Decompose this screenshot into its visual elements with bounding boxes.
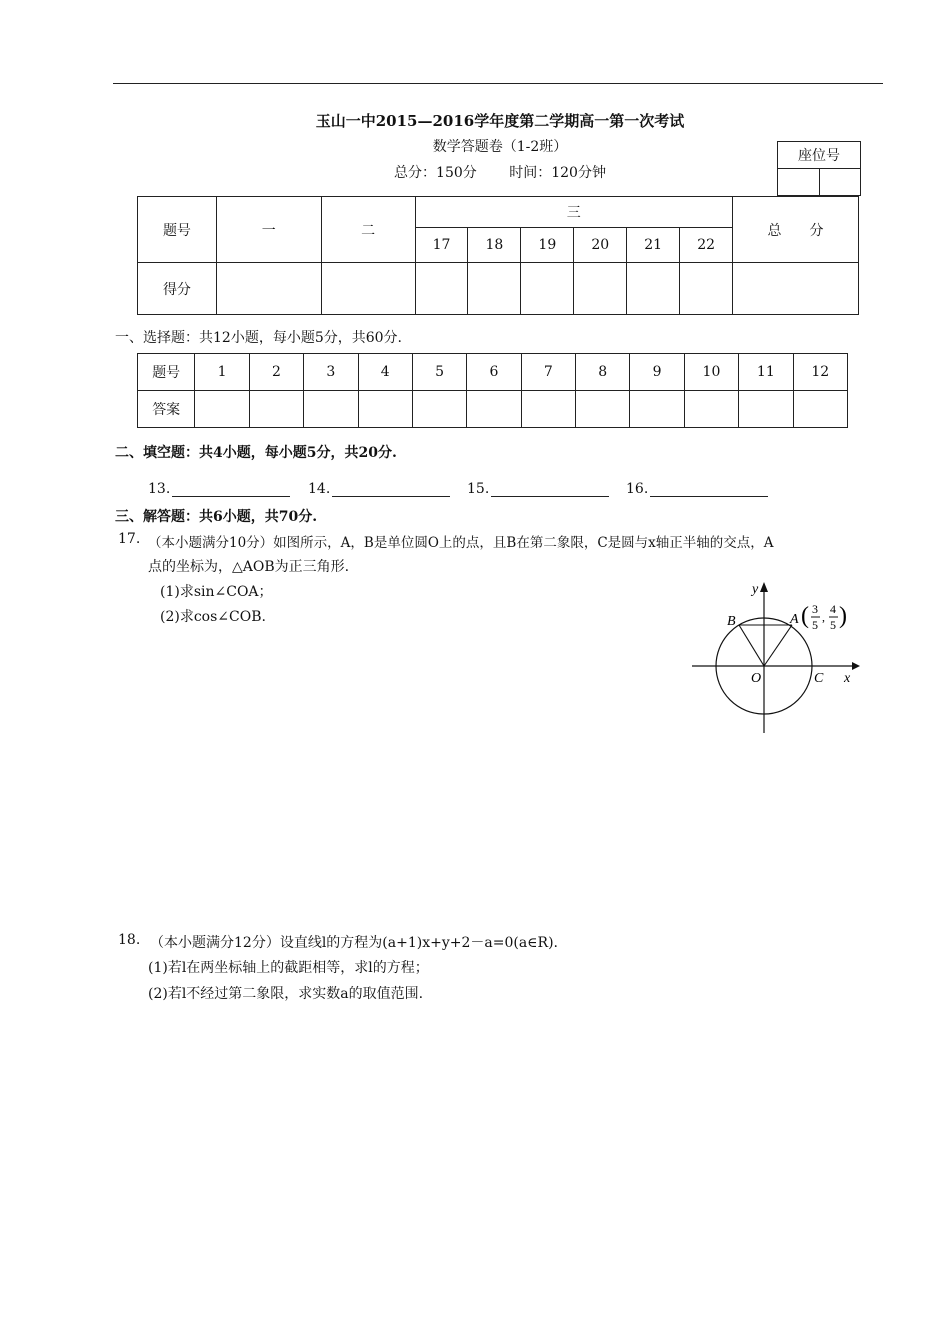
score-table-sub: 20 <box>574 228 627 263</box>
q17-part1: (1)求sin∠COA； <box>160 584 273 600</box>
score-cell[interactable] <box>627 263 680 315</box>
blank-line[interactable] <box>172 482 290 497</box>
fill-blank-13: 13. <box>148 481 290 497</box>
answer-cell[interactable] <box>739 391 793 428</box>
score-table-sub: 17 <box>415 228 468 263</box>
score-cell[interactable] <box>680 263 733 315</box>
exam-time: 时间：120分钟 <box>509 165 606 181</box>
score-table-part1: 一 <box>216 197 321 263</box>
right-paren: ) <box>839 603 847 629</box>
choice-number: 12 <box>793 354 847 391</box>
fill-blank-16: 16. <box>626 481 768 497</box>
choice-number: 11 <box>739 354 793 391</box>
coord-den-1: 5 <box>812 618 818 632</box>
score-cell[interactable] <box>321 263 415 315</box>
seat-box <box>777 141 861 196</box>
section2-heading: 二、填空题：共4小题，每小题5分，共20分. <box>115 445 397 461</box>
exam-title: 玉山一中2015—2016学年度第二学期高一第一次考试 <box>315 112 685 130</box>
score-table <box>137 196 859 315</box>
coord-den-2: 5 <box>830 618 836 632</box>
left-paren: ( <box>801 603 809 629</box>
answer-cell[interactable] <box>358 391 412 428</box>
answer-cell[interactable] <box>576 391 630 428</box>
score-cell[interactable] <box>216 263 321 315</box>
y-axis-arrow-icon <box>760 582 768 592</box>
q17-stem-line1: （本小题满分10分）如图所示，A，B是单位圆O上的点，且B在第二象限，C是圆与x轴正半轴的交点，A <box>148 535 774 551</box>
choice-number: 3 <box>304 354 358 391</box>
q18-part1: (1)若l在两坐标轴上的截距相等，求l的方程； <box>148 960 429 976</box>
seat-cell-1[interactable] <box>778 169 820 196</box>
seat-cell-2[interactable] <box>819 169 861 196</box>
answer-cell[interactable] <box>684 391 738 428</box>
answer-row-label: 答案 <box>138 391 195 428</box>
score-table-part2: 二 <box>321 197 415 263</box>
score-cell[interactable] <box>415 263 468 315</box>
comma: , <box>822 610 825 624</box>
q17-stem-line2: 点的坐标为，△AOB为正三角形. <box>148 559 350 575</box>
q18-part2: (2)若l不经过第二象限，求实数a的取值范围. <box>148 986 424 1002</box>
score-table-sub: 22 <box>680 228 733 263</box>
section1-heading: 一、选择题：共12小题，每小题5分，共60分. <box>115 330 402 346</box>
answer-cell[interactable] <box>195 391 249 428</box>
x-axis-arrow-icon <box>852 662 860 670</box>
seat-label: 座位号 <box>778 142 861 169</box>
answer-cell[interactable] <box>630 391 684 428</box>
segment-oa <box>764 625 792 666</box>
fill-blank-15: 15. <box>467 481 609 497</box>
blank-line[interactable] <box>332 482 450 497</box>
answer-cell[interactable] <box>793 391 847 428</box>
score-table-score-label: 得分 <box>138 263 217 315</box>
point-o-label: O <box>751 671 762 686</box>
x-label: x <box>844 671 851 686</box>
choice-number: 7 <box>521 354 575 391</box>
answer-cell[interactable] <box>521 391 575 428</box>
blank-line[interactable] <box>650 482 768 497</box>
q17-number: 17. <box>118 531 141 547</box>
answer-cell[interactable] <box>412 391 466 428</box>
score-table-part3: 三 <box>415 197 733 228</box>
total-score: 总分：150分 <box>394 165 477 181</box>
blank-line[interactable] <box>491 482 609 497</box>
choice-number: 5 <box>412 354 466 391</box>
q18-stem: （本小题满分12分）设直线l的方程为(a+1)x+y+2－a=0(a∈R). <box>150 935 558 951</box>
choice-number: 2 <box>249 354 303 391</box>
fill-blank-14: 14. <box>308 481 450 497</box>
segment-ob <box>739 625 764 666</box>
score-table-sub: 18 <box>468 228 521 263</box>
score-table-row-label: 题号 <box>138 197 217 263</box>
choice-row-label: 题号 <box>138 354 195 391</box>
answer-cell[interactable] <box>304 391 358 428</box>
choice-number: 4 <box>358 354 412 391</box>
coord-num-2: 4 <box>830 602 836 616</box>
point-a-label: A <box>790 612 799 627</box>
point-c-label: C <box>814 671 824 686</box>
choice-number: 10 <box>684 354 738 391</box>
q18-number: 18. <box>118 932 141 948</box>
choice-number: 9 <box>630 354 684 391</box>
top-rule <box>113 83 883 84</box>
point-b-label: B <box>727 614 736 629</box>
score-cell[interactable] <box>574 263 627 315</box>
score-cell[interactable] <box>468 263 521 315</box>
choice-number: 1 <box>195 354 249 391</box>
choice-number: 8 <box>576 354 630 391</box>
answer-cell[interactable] <box>249 391 303 428</box>
score-cell[interactable] <box>521 263 574 315</box>
choice-answer-table <box>137 353 848 428</box>
score-table-total: 总 分 <box>733 197 859 263</box>
score-table-sub: 21 <box>627 228 680 263</box>
y-label: y <box>752 582 759 597</box>
unit-circle-figure <box>690 578 865 738</box>
point-a-coordinates <box>801 602 847 632</box>
section3-heading: 三、解答题：共6小题，共70分. <box>115 509 318 525</box>
score-table-sub: 19 <box>521 228 574 263</box>
answer-cell[interactable] <box>467 391 521 428</box>
exam-subtitle: 数学答题卷（1-2班） <box>432 139 568 155</box>
choice-number: 6 <box>467 354 521 391</box>
q17-part2: (2)求cos∠COB. <box>160 609 266 625</box>
score-cell[interactable] <box>733 263 859 315</box>
coord-num-1: 3 <box>812 602 818 616</box>
